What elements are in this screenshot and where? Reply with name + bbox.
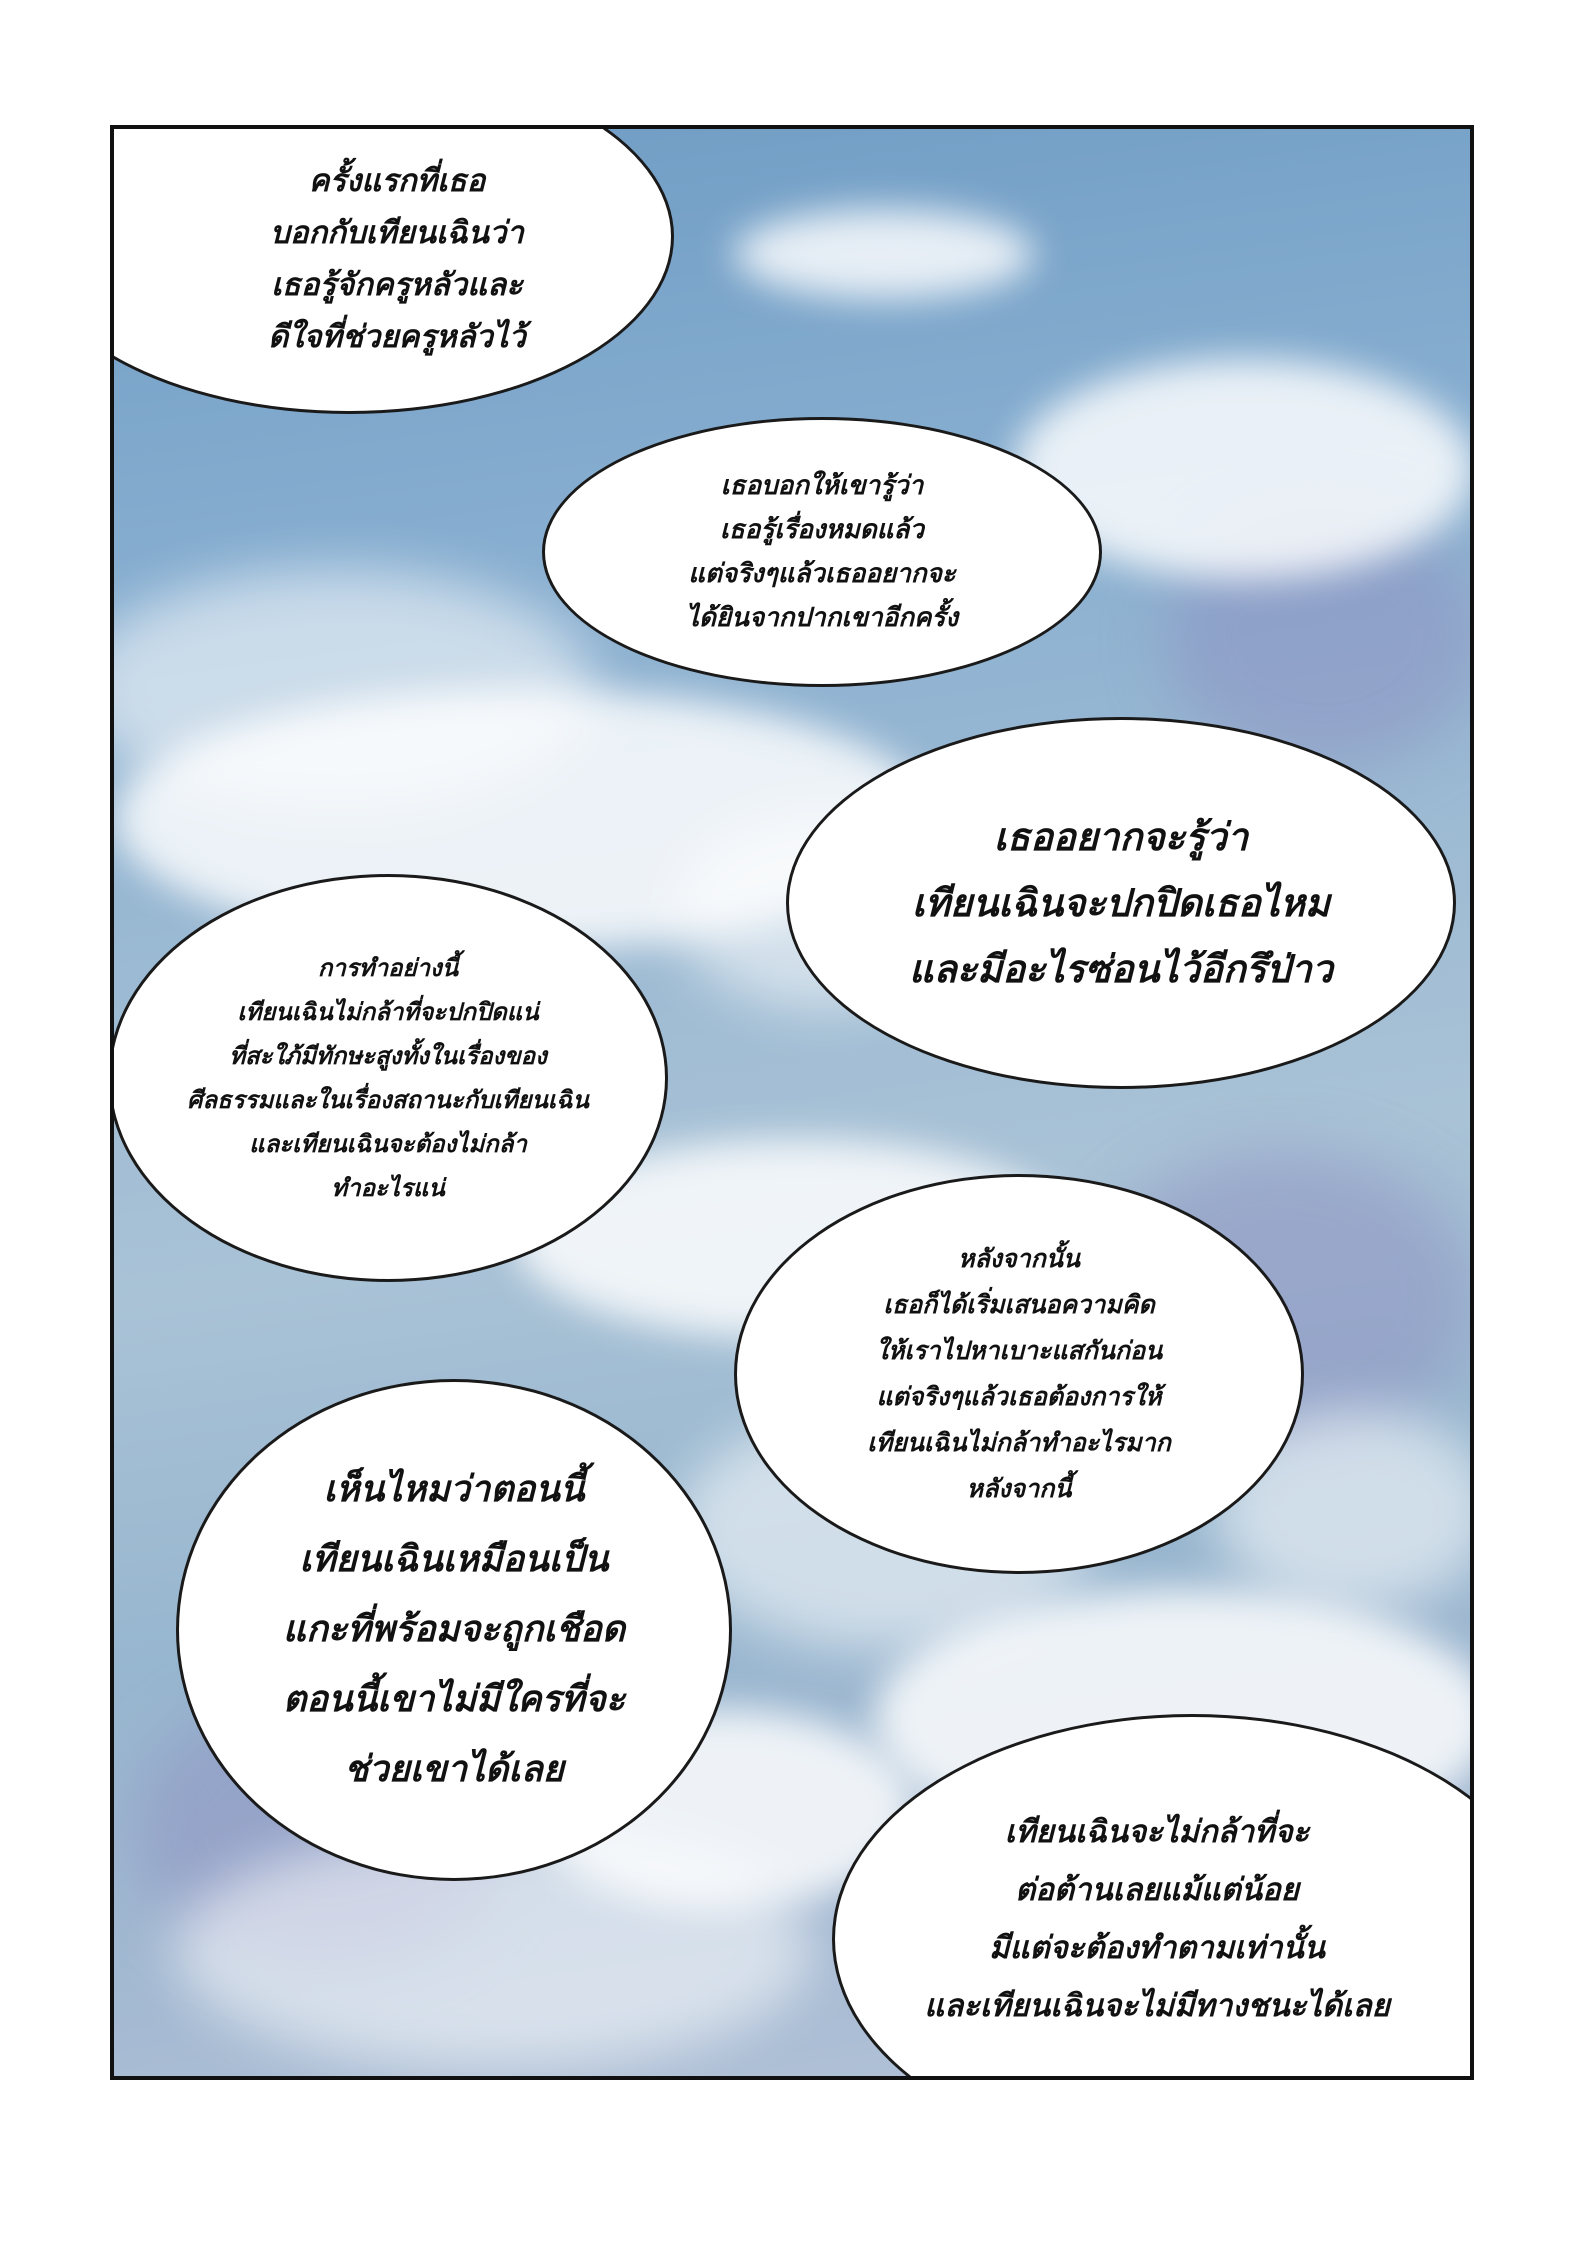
speech-bubble-text: ครั้งแรกที่เธอ บอกกับเทียนเฉินว่า เธอรู้จักครูหลัวและ ดีใจที่ช่วยครูหลัวไว้ — [268, 162, 526, 355]
comic-panel — [110, 125, 1474, 2080]
speech-bubble-text: เธออยากจะรู้ว่า เทียนเฉินจะปกปิดเธอไหม และมีอะไรซ่อนไว้อีกรึป่าว — [908, 815, 1334, 991]
speech-bubble — [786, 717, 1456, 1089]
speech-bubble-text: เห็นไหมว่าตอนนี้ เทียนเฉินเหมือนเป็น แกะที่พร้อมจะถูกเชือด ตอนนี้เขาไม่มีใครที่จะ ช่วยเขาได้เลย — [282, 1469, 626, 1790]
cloud — [734, 209, 1034, 299]
speech-bubble — [176, 1379, 732, 1881]
speech-bubble — [542, 417, 1102, 687]
speech-bubble-text: เธอบอกให้เขารู้ว่า เธอรู้เรื่องหมดแล้ว แต่จริงๆแล้วเธออยากจะ ได้ยินจากปากเขาอีกครั้ง — [685, 471, 959, 633]
speech-bubble — [734, 1174, 1304, 1574]
speech-bubble — [110, 125, 674, 414]
speech-bubble-text: หลังจากนั้น เธอก็ได้เริ่มเสนอความคิด ให้เราไปหาเบาะแสกันก่อน แต่จริงๆแล้วเธอต้องการให้ เทียนเฉินไม่กล้าทำอะไรมาก หลังจากนี้ — [867, 1244, 1171, 1503]
speech-bubble-text: การทำอย่างนี้ เทียนเฉินไม่กล้าที่จะปกปิดแน่ ที่สะใภ้มีทักษะสูงทั้งในเรื่องของ ศีลธรรมและในเรื่องสถานะกับเทียนเฉิน และเทียนเฉินจะต้องไม่กล้า ทำอะไรแน่ — [187, 954, 589, 1202]
speech-bubble — [110, 874, 668, 1282]
speech-bubble-text: เทียนเฉินจะไม่กล้าที่จะ ต่อต้านเลยแม้แต่น้อย มีแต่จะต้องทำตามเท่านั้น และเทียนเฉินจะไม่มีทางชนะได้เลย — [924, 1814, 1390, 2024]
